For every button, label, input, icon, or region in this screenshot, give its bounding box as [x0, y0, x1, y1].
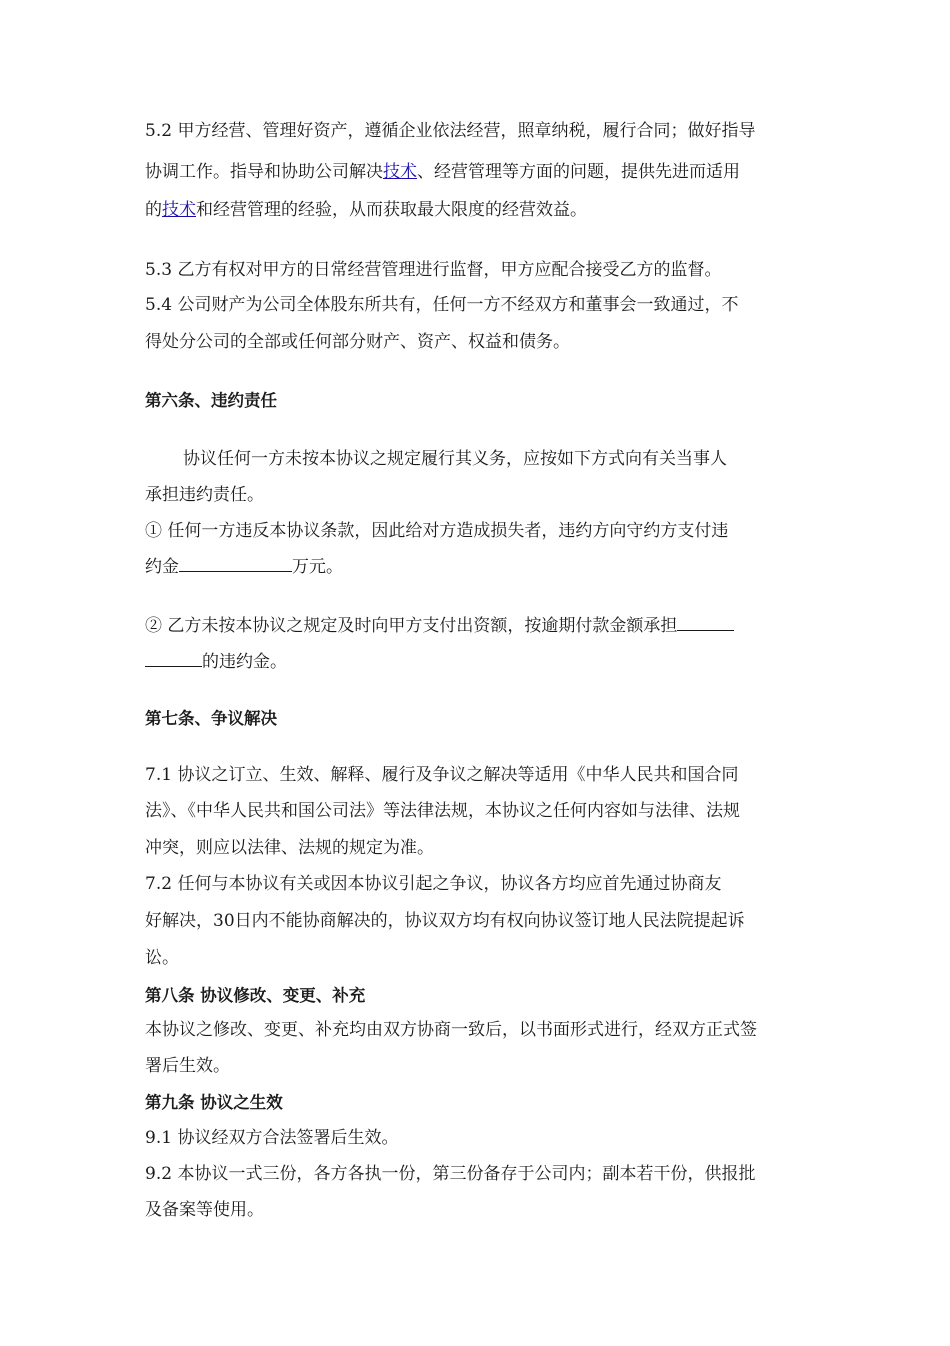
article-6-heading: 第六条、违约责任	[145, 391, 277, 410]
clause-7-1-line-1: 7.1 协议之订立、生效、解释、履行及争议之解决等适用《中华人民共和国合同	[145, 765, 739, 785]
article-6-intro-line-2: 承担违约责任。	[145, 485, 264, 505]
clause-7-1-line-3: 冲突，则应以法律、法规的规定为准。	[145, 838, 434, 858]
article-6-intro-line-1: 协议任何一方未按本协议之规定履行其义务，应按如下方式向有关当事人	[183, 449, 727, 469]
clause-5-4-line-2: 得处分公司的全部或任何部分财产、资产、权益和债务。	[145, 332, 570, 352]
clause-7-2-line-2: 好解决，30日内不能协商解决的，协议双方均有权向协议签订地人民法院提起诉	[145, 911, 745, 931]
clause-7-2-line-3: 讼。	[145, 948, 179, 968]
clause-9-2-line-1: 9.2 本协议一式三份，各方各执一份，第三份备存于公司内；副本若干份，供报批	[145, 1164, 756, 1184]
text: 万元。	[292, 557, 343, 577]
text: 约金	[145, 557, 179, 577]
rate-blank-a	[677, 614, 734, 631]
amount-blank	[179, 555, 292, 572]
text: 的违约金。	[202, 652, 287, 672]
text: ② 乙方未按本协议之规定及时向甲方支付出资额，按逾期付款金额承担	[145, 616, 678, 636]
tech-link-2[interactable]: 技术	[162, 200, 196, 220]
article-6-item-2-line-2	[145, 644, 810, 681]
text: 、经营管理等方面的问题，提供先进而适用	[417, 162, 740, 182]
clause-9-1: 9.1 协议经双方合法签署后生效。	[145, 1128, 399, 1148]
clause-5-2-line-2	[145, 154, 810, 191]
article-6-item-2-line-1	[145, 608, 810, 645]
clause-5-3: 5.3 乙方有权对甲方的日常经营管理进行监督，甲方应配合接受乙方的监督。	[145, 260, 722, 280]
text: 协调工作。指导和协助公司解决	[145, 162, 383, 182]
clause-9-2-line-2: 及备案等使用。	[145, 1200, 264, 1220]
rate-blank-b	[145, 650, 202, 667]
article-9-heading: 第九条 协议之生效	[145, 1093, 283, 1112]
text: 和经营管理的经验，从而获取最大限度的经营效益。	[196, 200, 587, 220]
text: 的	[145, 200, 162, 220]
clause-5-2-line-3	[145, 192, 810, 229]
clause-7-1-line-2: 法》、《中华人民共和国公司法》等法律法规，本协议之任何内容如与法律、法规	[145, 801, 740, 821]
article-8-heading: 第八条 协议修改、变更、补充	[145, 986, 366, 1005]
clause-7-2-line-1: 7.2 任何与本协议有关或因本协议引起之争议，协议各方均应首先通过协商友	[145, 874, 722, 894]
clause-5-4-line-1: 5.4 公司财产为公司全体股东所共有，任何一方不经双方和董事会一致通过，不	[145, 295, 739, 315]
tech-link-1[interactable]: 技术	[383, 162, 417, 182]
clause-5-2-line-1: 5.2 甲方经营、管理好资产，遵循企业依法经营，照章纳税，履行合同；做好指导	[145, 121, 756, 141]
article-8-line-1: 本协议之修改、变更、补充均由双方协商一致后，以书面形式进行，经双方正式签	[145, 1020, 757, 1040]
article-6-item-1-line-1: ① 任何一方违反本协议条款，因此给对方造成损失者，违约方向守约方支付违	[145, 521, 729, 541]
article-7-heading: 第七条、争议解决	[145, 709, 277, 728]
article-8-line-2: 署后生效。	[145, 1056, 230, 1076]
article-6-item-1-line-2	[145, 549, 810, 586]
